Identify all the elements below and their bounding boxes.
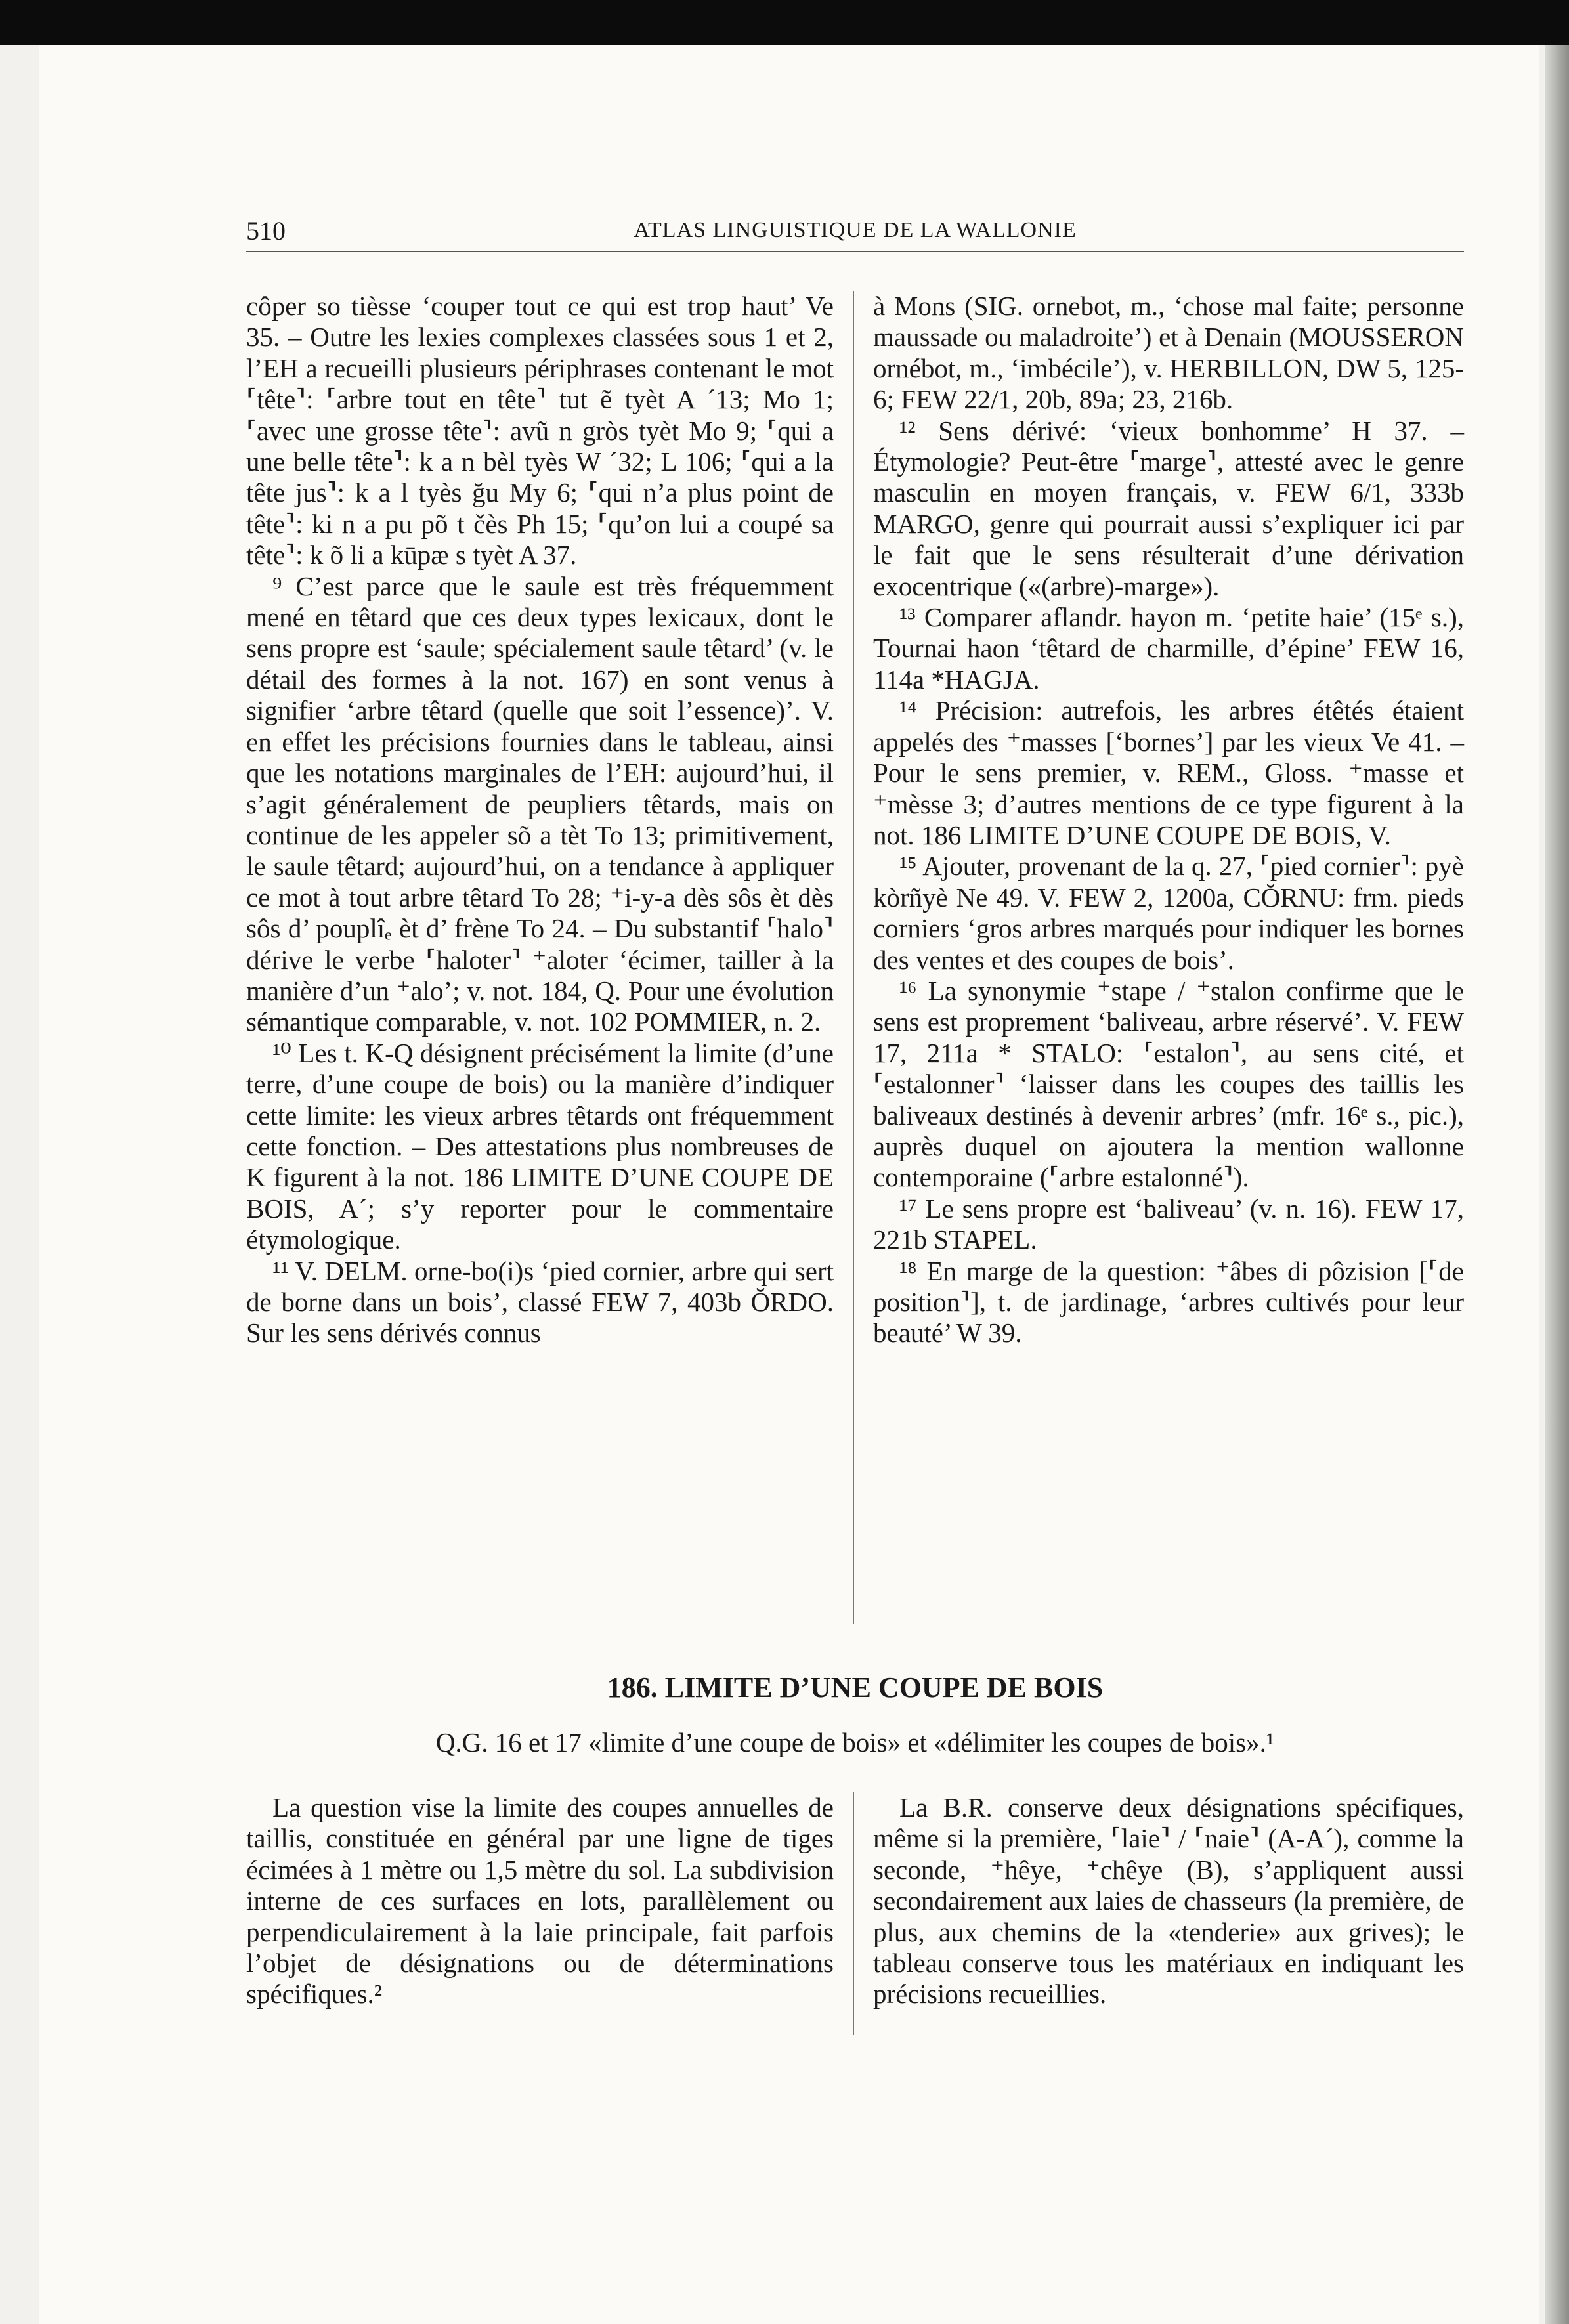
note-paragraph: ¹³ Comparer aflandr. hayon m. ‘petite haie’ (15ᵉ s.), Tournai haon ‘têtard de charmille, d’épine’ FEW 16, 114a *HAGJA. (873, 602, 1464, 695)
note-paragraph: ¹⁶ La synonymie ⁺stape / ⁺stalon confirme que le sens est proprement ‘baliveau, arbre réservé’. V. FEW 17, 211a * STALO: ⸢estalon⸣, au sens cité, et ⸢estalonner⸣ ‘laisser dans les coupes des taillis les baliveaux destinés à devenir arbres’ (mfr. 16ᵉ s., pic.), auprès duquel on ajoutera la mention wallonne contemporaine (⸢arbre estalonné⸣). (873, 975, 1464, 1193)
note-paragraph: ¹⁸ En marge de la question: ⁺âbes di pôzision [⸢de position⸣], t. de jardinage, ‘arbres cultivés pour leur beauté’ W 39. (873, 1255, 1464, 1348)
running-title: ATLAS LINGUISTIQUE DE LA WALLONIE (634, 218, 1077, 242)
body-column-left (246, 1792, 834, 2010)
note-paragraph: ¹⁷ Le sens propre est ‘baliveau’ (v. n. 16). FEW 17, 221b STAPEL. (873, 1193, 1464, 1255)
note-paragraph: à Mons (SIG. ornebot, m., ‘chose mal faite; personne maussade ou maladroite’) et à Denain (MOUSSERON ornébot, m., ‘imbécile’), v. HERBILLON, DW 5, 125-6; FEW 22/1, 20b, 89a; 23, 216b. (873, 291, 1464, 415)
section-title: 186. LIMITE D’UNE COUPE DE BOIS (607, 1671, 1104, 1704)
running-header (246, 211, 1464, 252)
column-divider (853, 291, 854, 1624)
notes-column-left (246, 291, 834, 1349)
note-paragraph: ¹⁴ Précision: autrefois, les arbres étêtés étaient appelés des ⁺masses [‘bornes’] par les vieux Ve 41. – Pour le sens premier, v. REM., Gloss. ⁺masse et ⁺mèsse 3; d’autres mentions de ce type figurent à la not. 186 LIMITE D’UNE COUPE DE BOIS, V. (873, 695, 1464, 850)
notes-column-right (873, 291, 1464, 1349)
note-paragraph: ⁹ C’est parce que le saule est très fréquemment mené en têtard que ces deux types lexicaux, dont le sens propre est ‘saule; spécialement saule têtard’ (v. le détail des formes à la not. 167) en sont venus à signifier ‘arbre têtard (quelle que soit l’essence)’. V. en effet les précisions fournies dans le tableau, ainsi que les notations marginales de l’EH: aujourd’hui, il s’agit généralement de peupliers têtards, mais on continue de les appeler sõ a tèt To 13; primitivement, le saule têtard; aujourd’hui, on a tendance à appliquer ce mot à tout arbre têtard To 28; ⁺i-y-a dès sôs èt dès sôs d’ pouplîₑ èt d’ frène To 24. – Du substantif ⸢halo⸣ dérive le verbe ⸢haloter⸣ ⁺aloter ‘écimer, tailler à la manière d’un ⁺alo’; v. not. 184, Q. Pour une évolution sémantique comparable, v. not. 102 POMMIER, n. 2. (246, 570, 834, 1037)
page-number: 510 (246, 216, 286, 246)
note-paragraph: ¹⁵ Ajouter, provenant de la q. 27, ⸢pied cornier⸣: pyè kòrñyè Ne 49. V. FEW 2, 1200a, CŎRNU: frm. pieds corniers ‘gros arbres marqués pour indiquer les bornes des ventes et des coupes de bois’. (873, 851, 1464, 975)
section-subtitle: Q.G. 16 et 17 «limite d’une coupe de bois» et «délimiter les coupes de bois».¹ (435, 1727, 1275, 1757)
column-divider (853, 1792, 854, 2035)
note-paragraph: ¹¹ V. DELM. orne-bo(i)s ‘pied cornier, arbre qui sert de borne dans un bois’, classé FEW 7, 403b ŎRDO. Sur les sens dérivés connus (246, 1255, 834, 1348)
scan-page-edge (1545, 45, 1569, 2324)
body-paragraph: La question vise la limite des coupes annuelles de taillis, constituée en général par une ligne de tiges écimées à 1 mètre ou 1,5 mètre du sol. La subdivision interne de ces surfaces en lots, parallèlement ou perpendiculairement à la laie principale, fait parfois l’objet de désignations ou de déterminations spécifiques.² (246, 1792, 834, 2010)
note-paragraph: ¹² Sens dérivé: ‘vieux bonhomme’ H 37. – Étymologie? Peut-être ⸢marge⸣, attesté avec le genre masculin en moyen français, v. FEW 6/1, 333b MARGO, genre qui pourrait aussi s’expliquer ici par le fait que le sens résulterait d’une dérivation exocentrique («(arbre)-marge»). (873, 415, 1464, 601)
note-paragraph: ¹⁰ Les t. K-Q désignent précisément la limite (d’une terre, d’une coupe de bois) ou la manière d’indiquer cette limite: les vieux arbres têtards ont fréquemment cette fonction. – Des attestations plus nombreuses de K figurent à la not. 186 LIMITE D’UNE COUPE DE BOIS, A´; s’y reporter pour le commentaire étymologique. (246, 1037, 834, 1255)
body-column-right (873, 1792, 1464, 2010)
scan-top-band (0, 0, 1569, 45)
body-paragraph: La B.R. conserve deux désignations spécifiques, même si la première, ⸢laie⸣ / ⸢naie⸣ (A-A´), comme la seconde, ⁺hêye, ⁺chêye (B), s’appliquent aussi secondairement aux laies de chasseurs (la première, de plus, aux chemins de la «tenderie» aux grives); le tableau conserve tous les matériaux en indiquant les précisions recueillies. (873, 1792, 1464, 2010)
note-paragraph: côper so tièsse ‘couper tout ce qui est trop haut’ Ve 35. – Outre les lexies complexes classées sous 1 et 2, l’EH a recueilli plusieurs périphrases contenant le mot ⸢tête⸣: ⸢arbre tout en tête⸣ tut ẽ tyèt A ´13; Mo 1; ⸢avec une grosse tête⸣: avũ n gròs tyèt Mo 9; ⸢qui a une belle tête⸣: k a n bèl tyès W ´32; L 106; ⸢qui a la tête jus⸣: k a l tyès ğu My 6; ⸢qui n’a plus point de tête⸣: ki n a pu põ t čès Ph 15; ⸢qu’on lui a coupé sa tête⸣: k õ li a kūpæ s tyèt A 37. (246, 291, 834, 570)
